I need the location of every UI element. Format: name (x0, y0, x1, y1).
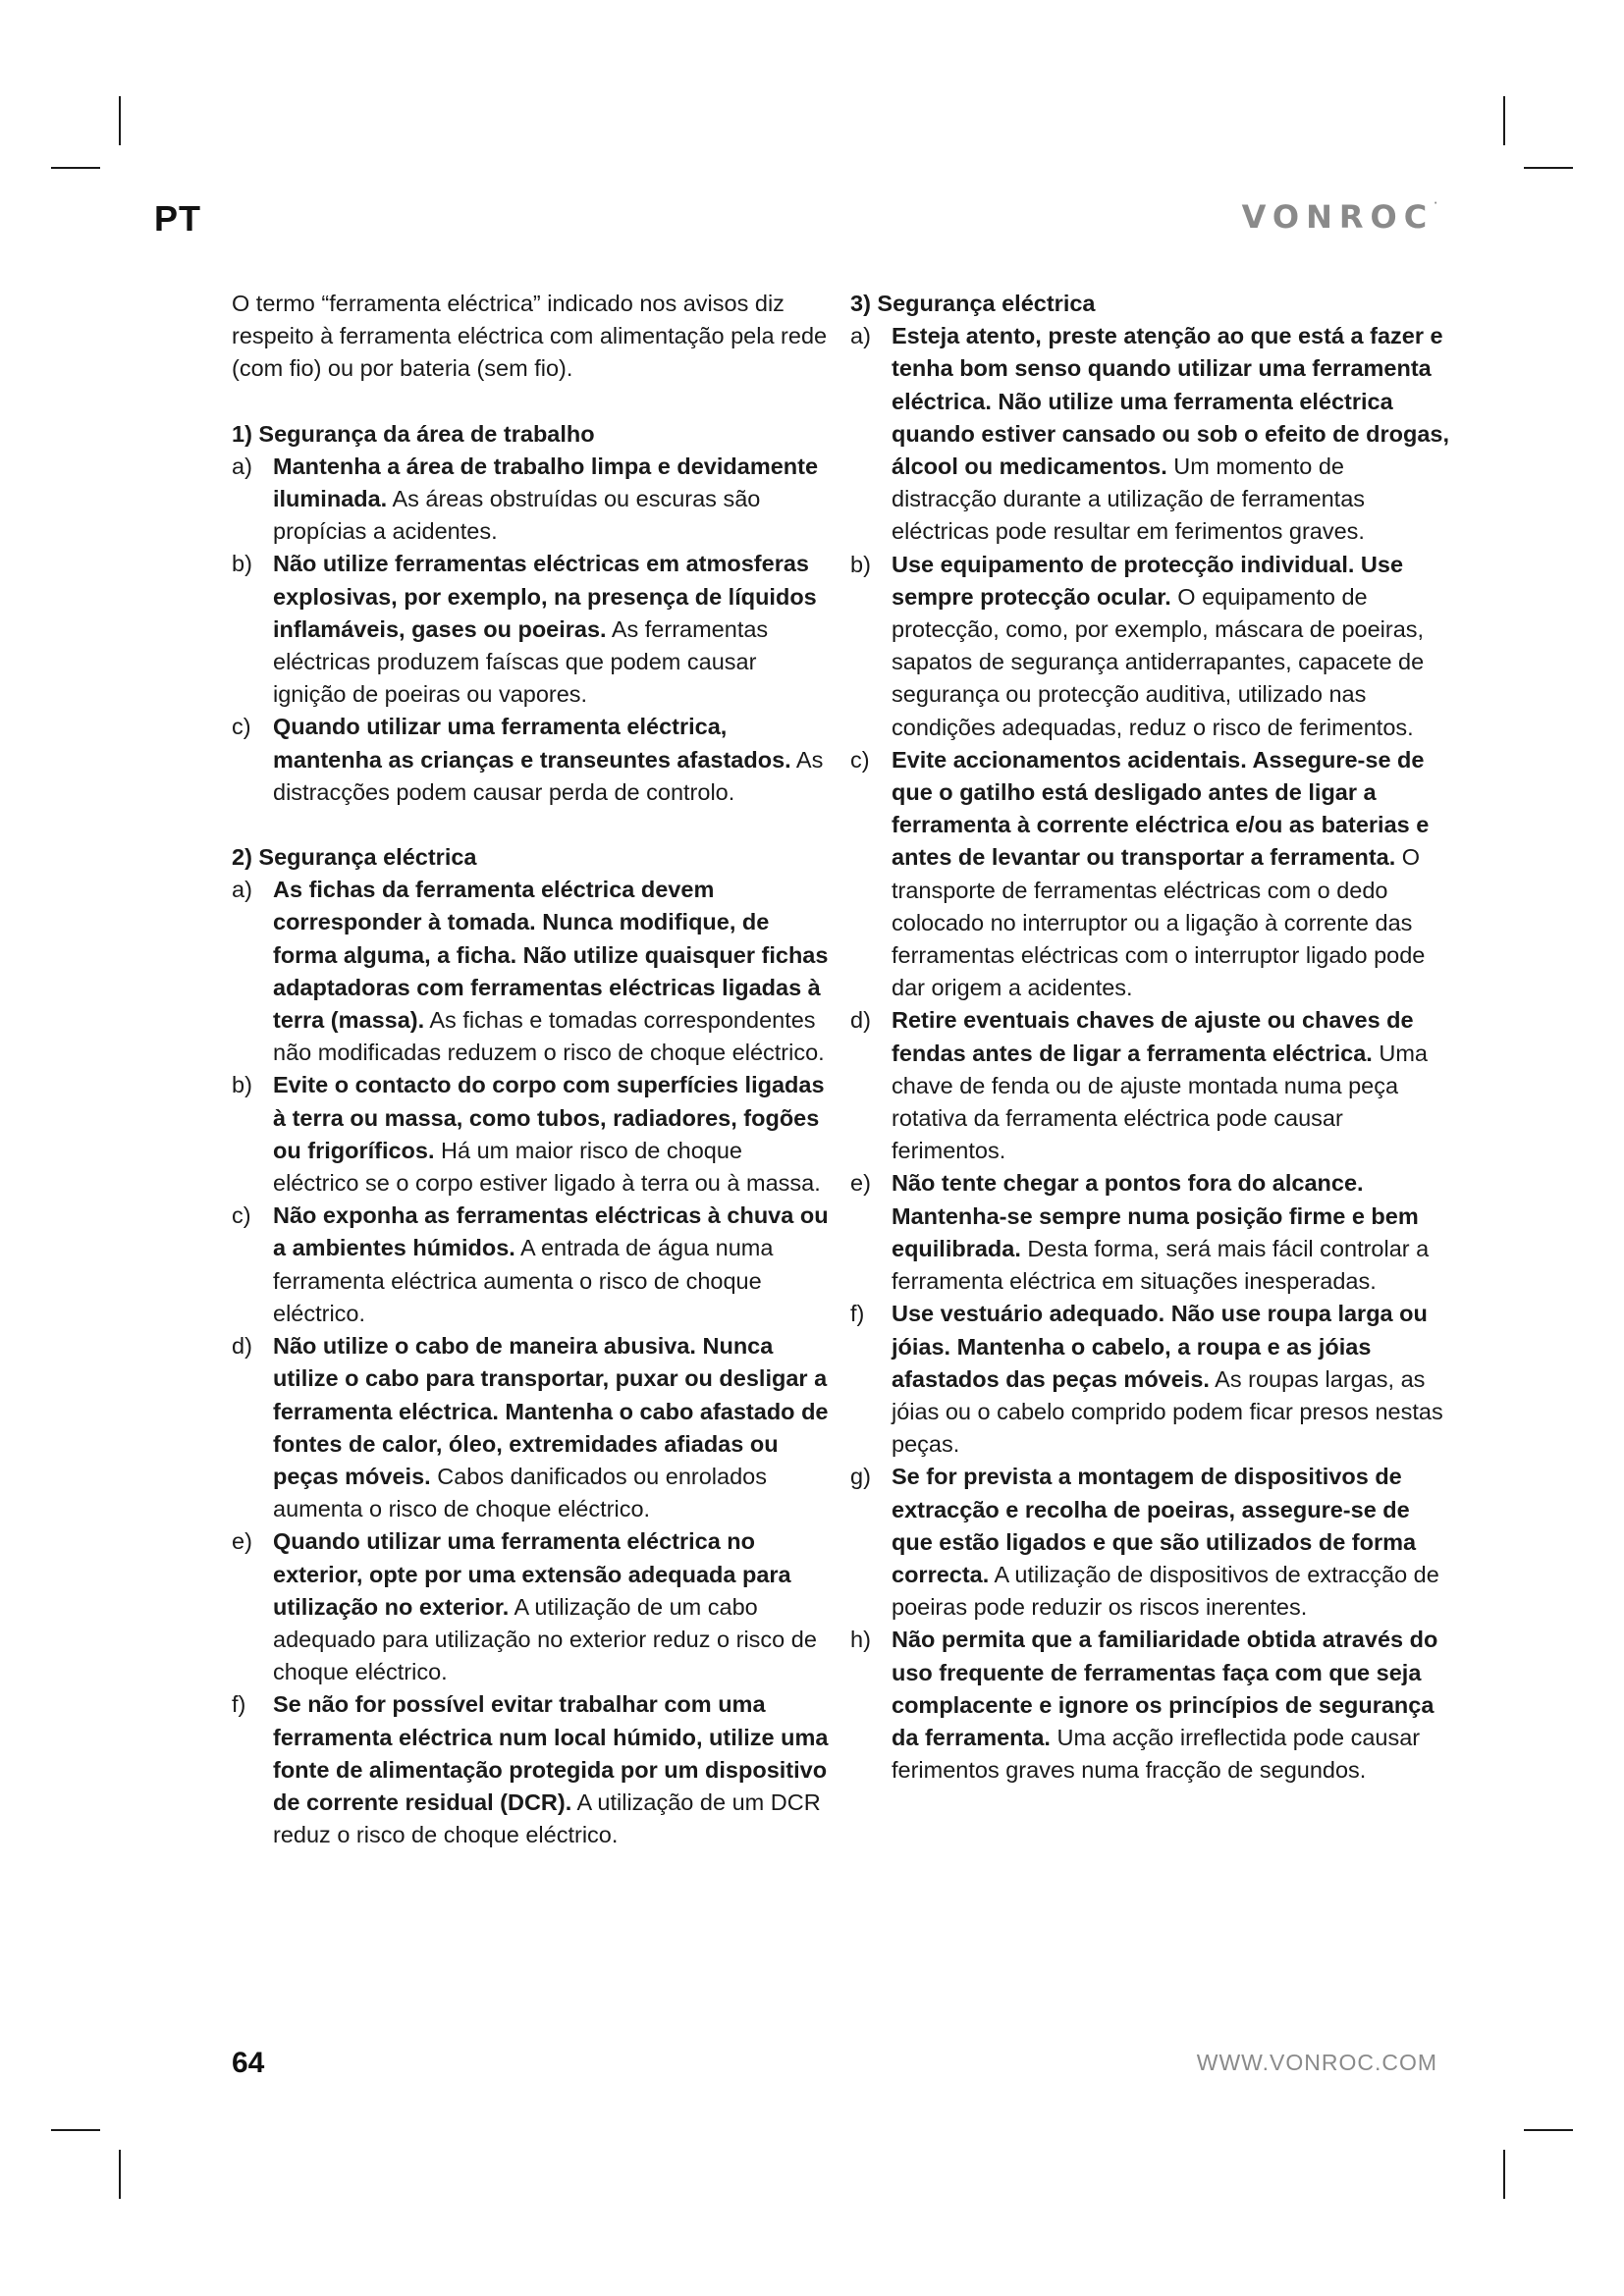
crop-mark-bottom-right-vertical (1503, 2150, 1505, 2199)
list-item (232, 1330, 831, 1525)
brand-name: VONROC (1241, 198, 1435, 236)
item-explanation: Uma chave de fenda ou de ajuste montada numa peça rotativa da ferramenta eléctrica pode causar ferimentos. (892, 1040, 1428, 1164)
item-label: d) (850, 1007, 871, 1034)
right-column (850, 288, 1451, 1819)
item-explanation: A utilização de um cabo adequado para utilização no exterior reduz o risco de choque eléctrico. (273, 1593, 817, 1685)
section-title: 3) Segurança eléctrica (850, 291, 1096, 316)
item-warning: Use vestuário adequado. Não use roupa larga ou jóias. Mantenha o cabelo, a roupa e as jóias afastados das peças móveis. (892, 1301, 1428, 1392)
item-explanation: Desta forma, será mais fácil controlar a ferramenta eléctrica em situações inesperadas. (892, 1235, 1430, 1295)
page-number: 64 (232, 2047, 265, 2079)
item-explanation: O equipamento de protecção, como, por exemplo, máscara de poeiras, sapatos de segurança antiderrapantes, capacete de segurança ou protecção auditiva, utilizado nas condições adequadas, reduz o risco de ferimentos. (892, 583, 1425, 740)
item-label: d) (232, 1333, 252, 1360)
item-warning: Use equipamento de protecção individual. Use sempre protecção ocular. (892, 551, 1404, 610)
item-warning: Quando utilizar uma ferramenta eléctrica no exterior, opte por uma extensão adequada para utilização no exterior. (273, 1528, 791, 1620)
item-explanation: As distracções podem causar perda de controlo. (273, 746, 824, 805)
item-label: a) (232, 453, 252, 479)
item-label: c) (232, 1202, 251, 1229)
list-item (232, 711, 831, 809)
item-label: f) (232, 1691, 246, 1718)
language-code: PT (154, 198, 202, 239)
item-warning: Evite accionamentos acidentais. Assegure-se de que o gatilho está desligado antes de ligar a ferramenta à corrente eléctrica e/ou as baterias e antes de levantar ou transportar a ferramenta. (892, 746, 1430, 871)
list-item (232, 1525, 831, 1688)
item-warning: Não utilize ferramentas eléctricas em atmosferas explosivas, por exemplo, na presença de líquidos inflamáveis, gases ou poeiras. (273, 551, 817, 642)
item-warning: Não permita que a familiaridade obtida através do uso frequente de ferramentas faça com que seja complacente e ignore os princípios de segurança da ferramenta. (892, 1627, 1438, 1750)
item-explanation: As ferramentas eléctricas produzem faíscas que podem causar ignição de poeiras ou vapores. (273, 615, 769, 708)
intro-paragraph: O termo “ferramenta eléctrica” indicado nos avisos diz respeito à ferramenta eléctrica com alimentação pela rede (com fio) ou por bateria (sem fio). (232, 291, 828, 382)
item-label: c) (850, 746, 870, 773)
item-label: a) (850, 323, 871, 349)
list-item (850, 1624, 1451, 1787)
section (232, 841, 831, 1851)
item-label: e) (850, 1170, 871, 1197)
item-warning: Se não for possível evitar trabalhar com uma ferramenta eléctrica num local húmido, utilize uma fonte de alimentação protegida por um dispositivo de corrente residual (DCR). (273, 1691, 829, 1815)
item-explanation: A entrada de água numa ferramenta eléctrica aumenta o risco de choque eléctrico. (273, 1235, 774, 1326)
list-item (232, 874, 831, 1069)
item-explanation: As roupas largas, as jóias ou o cabelo comprido podem ficar presos nestas peças. (892, 1365, 1443, 1458)
list-item (850, 1461, 1451, 1624)
item-explanation: A utilização de dispositivos de extracção de poeiras pode reduzir os riscos inerentes. (892, 1561, 1439, 1621)
item-explanation: O transporte de ferramentas eléctricas com o dedo colocado no interruptor ou a ligação à corrente das ferramentas eléctricas com o interruptor ligado pode dar origem a acidentes. (892, 844, 1426, 1001)
item-label: h) (850, 1627, 871, 1653)
crop-mark-bottom-right-horizontal (1524, 2129, 1573, 2131)
item-label: c) (232, 714, 251, 740)
section (232, 418, 831, 809)
item-explanation: As fichas e tomadas correspondentes não modificadas reduzem o risco de choque eléctrico. (273, 1007, 825, 1066)
item-label: f) (850, 1301, 865, 1327)
website-url: WWW.VONROC.COM (1196, 2050, 1437, 2075)
section (850, 288, 1451, 1787)
item-warning: Se for prevista a montagem de dispositivos de extracção e recolha de poeiras, assegure-se de que estão ligados e que são utilizados de forma correcta. (892, 1464, 1417, 1587)
list-item (232, 451, 831, 549)
list-item (850, 1004, 1451, 1167)
list-item (232, 548, 831, 711)
item-explanation: Uma acção irreflectida pode causar ferimentos graves numa fracção de segundos. (892, 1724, 1421, 1784)
list-item (232, 1069, 831, 1200)
section-title: 1) Segurança da área de trabalho (232, 420, 595, 447)
crop-mark-top-left-horizontal (51, 167, 100, 169)
brand-logo (1242, 198, 1437, 236)
item-label: g) (850, 1464, 871, 1490)
item-explanation: As áreas obstruídas ou escuras são propícias a acidentes. (273, 486, 761, 545)
item-warning: Evite o contacto do corpo com superfícies ligadas à terra ou massa, como tubos, radiadores, fogões ou frigoríficos. (273, 1072, 825, 1163)
crop-mark-top-right-vertical (1503, 96, 1505, 145)
crop-mark-bottom-left-vertical (119, 2150, 121, 2199)
item-warning: Não tente chegar a pontos fora do alcance. Mantenha-se sempre numa posição firme e bem equilibrada. (892, 1170, 1419, 1261)
crop-mark-top-right-horizontal (1524, 167, 1573, 169)
item-warning: Mantenha a área de trabalho limpa e devidamente iluminada. (273, 453, 819, 512)
list-item (850, 549, 1451, 744)
item-label: b) (850, 551, 871, 577)
item-warning: As fichas da ferramenta eléctrica devem corresponder à tomada. Nunca modifique, de forma alguma, a ficha. Não utilize quaisquer fichas adaptadoras com ferramentas eléctricas ligadas à terra (massa). (273, 877, 829, 1034)
list-item (850, 1298, 1451, 1461)
left-column (232, 288, 831, 1884)
item-warning: Esteja atento, preste atenção ao que está a fazer e tenha bom senso quando utilizar uma ferramenta eléctrica. Não utilize uma ferramenta eléctrica quando estiver cansado ou sob o efeito de drogas, álcool ou medicamentos. (892, 323, 1450, 480)
item-warning: Quando utilizar uma ferramenta eléctrica, mantenha as crianças e transeuntes afastados. (273, 714, 791, 773)
item-warning: Não exponha as ferramentas eléctricas à chuva ou a ambientes húmidos. (273, 1202, 829, 1261)
section-title: 2) Segurança eléctrica (232, 844, 477, 871)
item-explanation: A utilização de um DCR reduz o risco de choque eléctrico. (273, 1789, 821, 1848)
list-item (232, 1688, 831, 1851)
item-explanation: Um momento de distracção durante a utilização de ferramentas eléctricas pode resultar em ferimentos graves. (892, 454, 1366, 545)
item-explanation: Cabos danificados ou enrolados aumenta o risco de choque eléctrico. (273, 1463, 767, 1522)
list-item (232, 1200, 831, 1330)
list-item (850, 1167, 1451, 1298)
list-item (850, 320, 1451, 548)
item-explanation: Há um maior risco de choque eléctrico se o corpo estiver ligado à terra ou à massa. (273, 1137, 821, 1197)
crop-mark-top-left-vertical (119, 96, 121, 145)
item-label: e) (232, 1528, 252, 1555)
list-item (850, 744, 1451, 1005)
brand-mark: · (1434, 198, 1437, 209)
item-label: a) (232, 877, 252, 903)
crop-mark-bottom-left-horizontal (51, 2129, 100, 2131)
item-label: b) (232, 551, 252, 577)
item-warning: Retire eventuais chaves de ajuste ou chaves de fendas antes de ligar a ferramenta eléctrica. (892, 1007, 1414, 1066)
item-label: b) (232, 1072, 252, 1098)
item-warning: Não utilize o cabo de maneira abusiva. Nunca utilize o cabo para transportar, puxar ou desligar a ferramenta eléctrica. Mantenha o cabo afastado de fontes de calor, óleo, extremidades afiadas ou peças móveis. (273, 1333, 829, 1489)
